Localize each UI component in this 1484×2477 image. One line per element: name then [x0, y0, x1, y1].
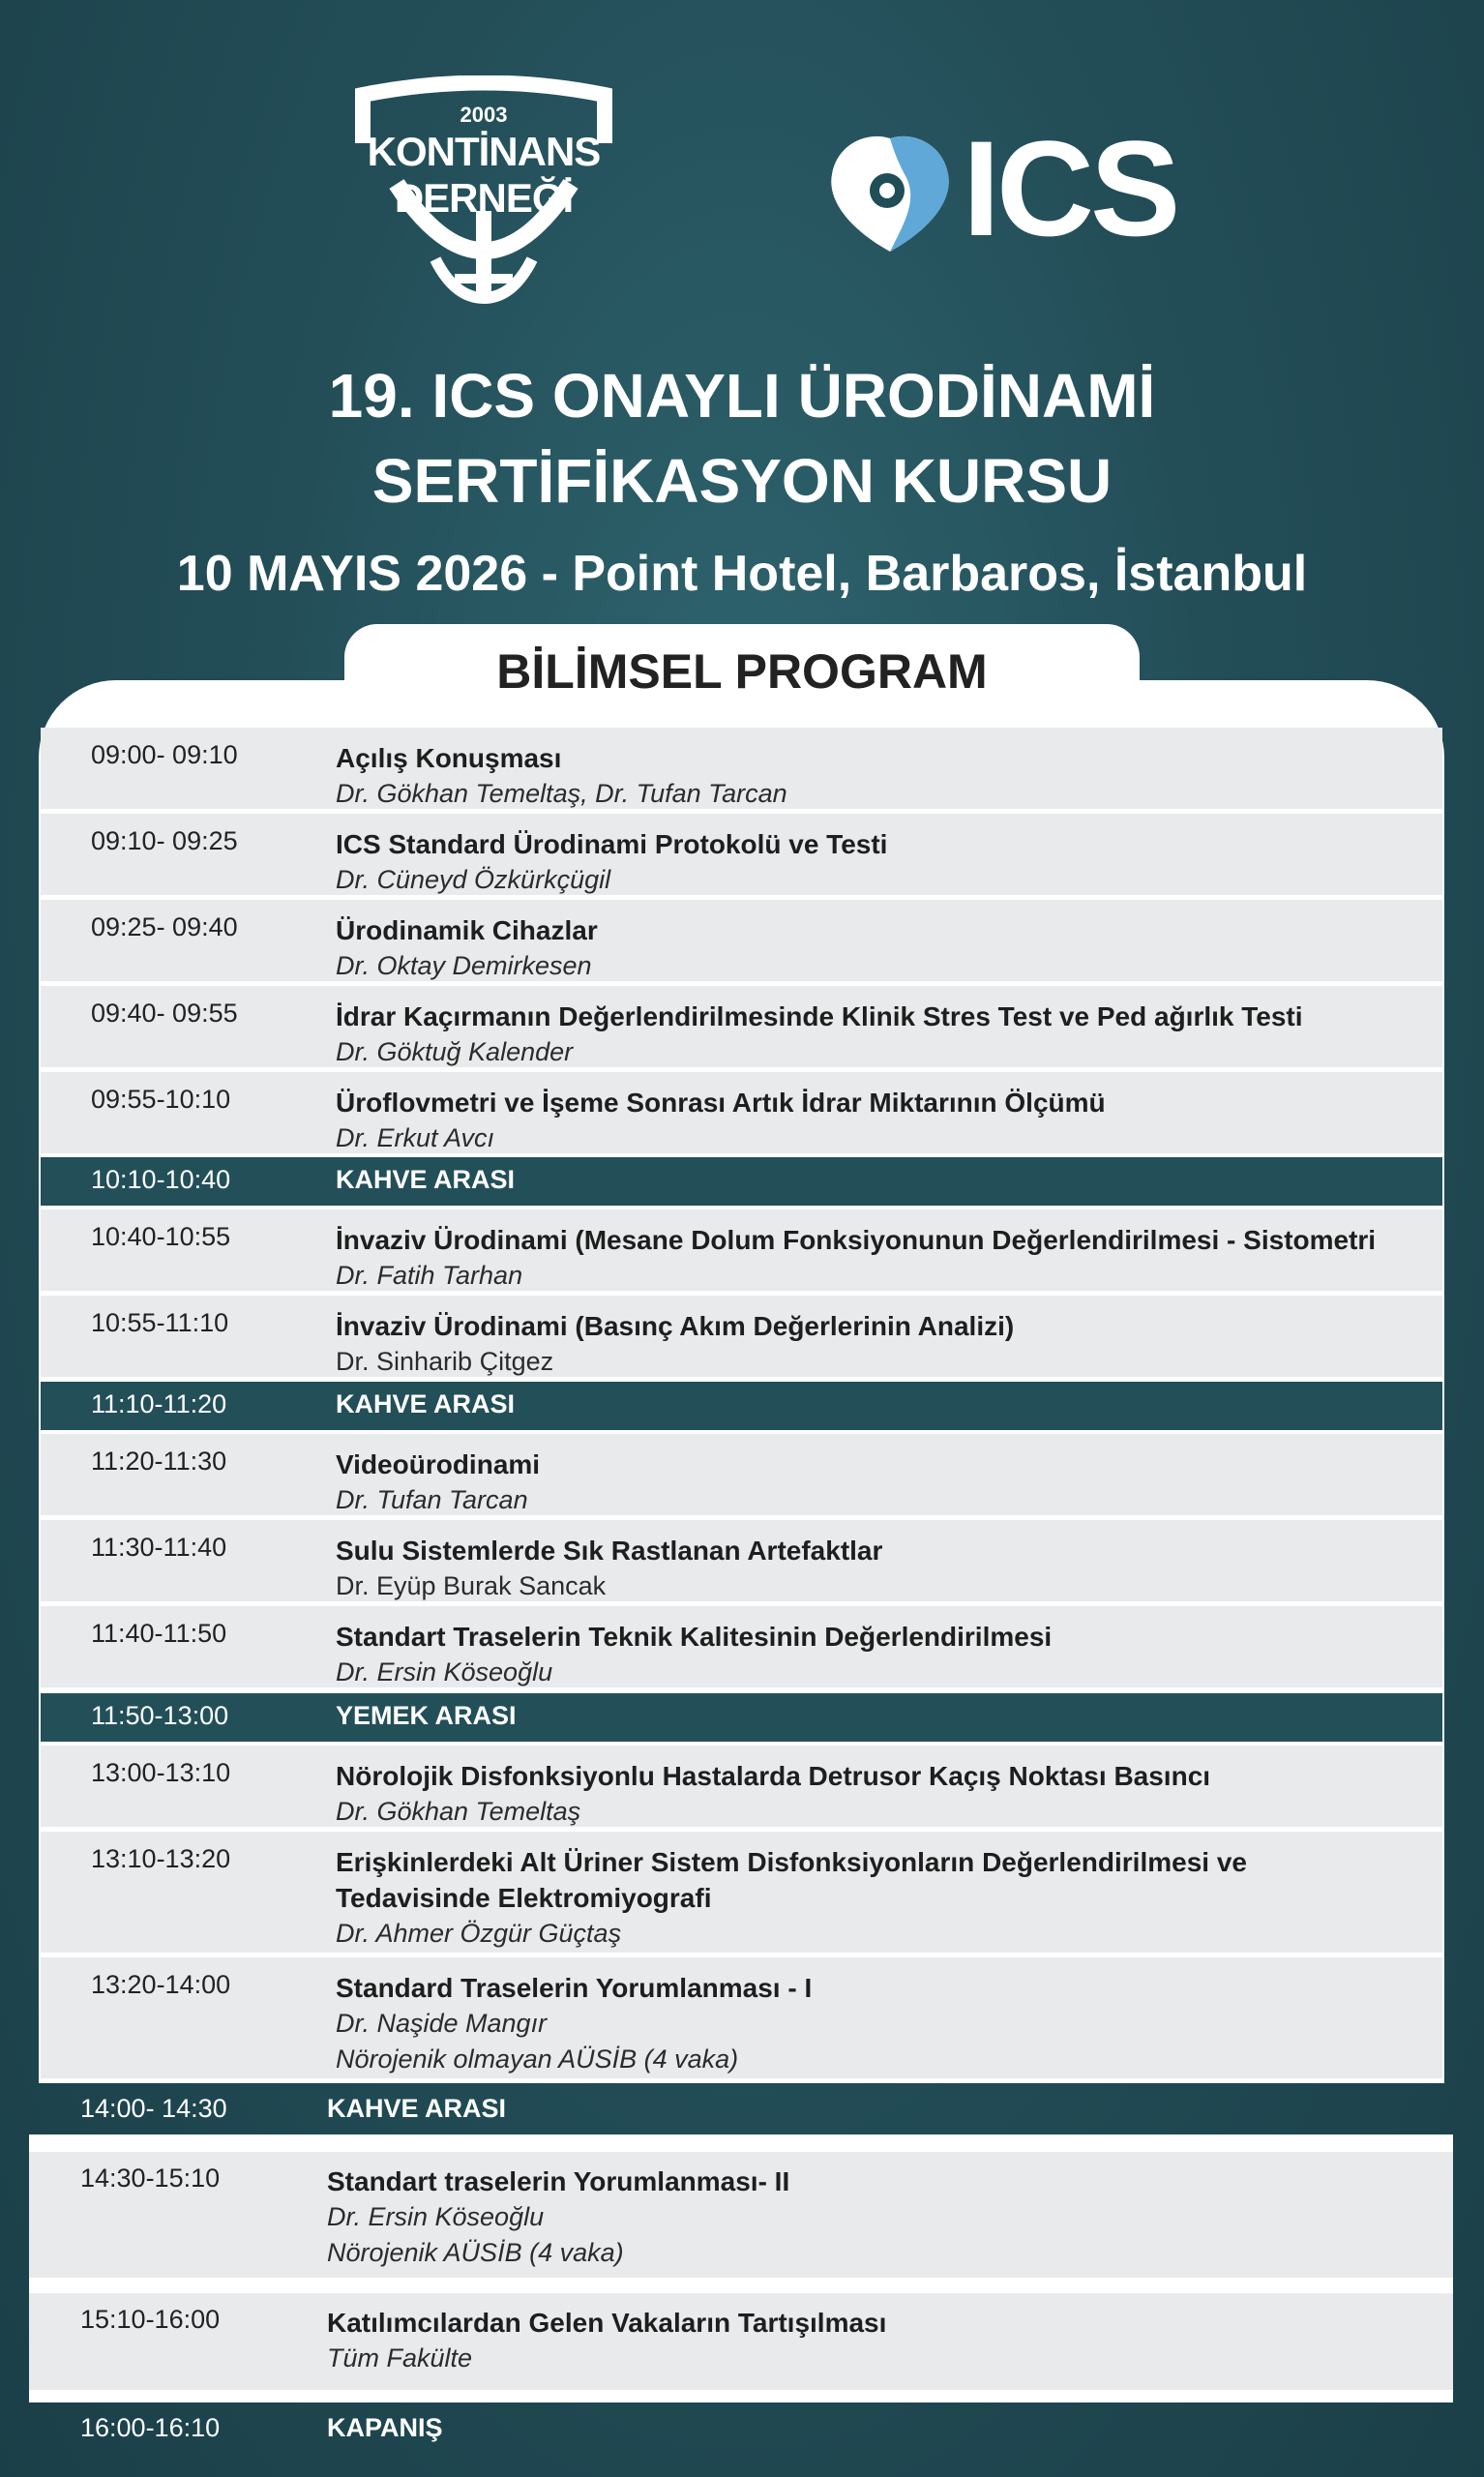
session-speaker: Dr. Gökhan Temeltaş	[336, 1797, 581, 1826]
session-time: 11:40-11:50	[91, 1619, 227, 1648]
session-title: Videoürodinami	[336, 1449, 541, 1479]
kontinans-dernegi-logo	[290, 75, 677, 308]
session-time: 10:40-10:55	[91, 1222, 231, 1251]
session-speaker: Dr. Oktay Demirkesen	[336, 951, 592, 980]
session-row	[41, 1296, 1442, 1377]
session-title: Standart traselerin Yorumlanması- II	[327, 2166, 790, 2196]
session-time: 13:00-13:10	[91, 1758, 231, 1787]
session-time: 14:30-15:10	[80, 2164, 221, 2193]
session-speaker: Dr. Eyüp Burak Sancak	[336, 1571, 607, 1600]
closing-label: KAPANIŞ	[327, 2413, 443, 2442]
closing-time: 16:00-16:10	[80, 2413, 221, 2442]
closing-row	[0, 2405, 1484, 2454]
session-speaker: Dr. Ersin Köseoğlu	[336, 1657, 553, 1686]
session-row	[41, 814, 1442, 895]
ics-emblem-icon	[827, 131, 953, 256]
ics-logo	[827, 112, 1195, 264]
session-note: Nörojenik AÜSİB (4 vaka)	[327, 2238, 624, 2267]
session-speaker: Dr. Fatih Tarhan	[336, 1261, 523, 1290]
break-row	[41, 1693, 1442, 1742]
session-title: Açılış Konuşması	[336, 743, 562, 773]
session-title: Standard Traselerin Yorumlanması - I	[336, 1973, 813, 2003]
session-row	[29, 2152, 1453, 2278]
session-speaker: Dr. Sinharib Çitgez	[336, 1347, 554, 1376]
session-time: 09:55-10:10	[91, 1085, 231, 1114]
session-time: 09:25- 09:40	[91, 912, 238, 941]
session-time: 13:20-14:00	[91, 1970, 231, 1999]
session-speaker: Dr. Naşide Mangır	[336, 2009, 548, 2038]
session-row	[41, 1957, 1442, 2078]
session-title: Ürodinamik Cihazlar	[336, 915, 598, 945]
session-title: Katılımcılardan Gelen Vakaların Tartışılması	[327, 2308, 887, 2338]
session-row	[41, 1072, 1442, 1153]
session-time: 11:20-11:30	[91, 1447, 227, 1476]
break-time: 14:00- 14:30	[80, 2094, 227, 2123]
session-title: ICS Standard Ürodinami Protokolü ve Testi	[336, 829, 888, 859]
session-time: 10:55-11:10	[91, 1308, 229, 1337]
session-title: Erişkinlerdeki Alt Üriner Sistem Disfonksiyonların Değerlendirilmesi ve	[336, 1847, 1247, 1877]
break-label: KAHVE ARASI	[336, 1389, 516, 1418]
break-label: KAHVE ARASI	[327, 2094, 507, 2123]
session-title: Standart Traselerin Teknik Kalitesinin Değerlendirilmesi	[336, 1622, 1053, 1652]
session-row	[41, 986, 1442, 1067]
session-title: İdrar Kaçırmanın Değerlendirilmesinde Klinik Stres Test ve Ped ağırlık Testi	[336, 1001, 1303, 1031]
session-speaker: Dr. Göktuğ Kalender	[336, 1037, 574, 1066]
session-time: 09:10- 09:25	[91, 826, 238, 855]
logo-year: 2003	[460, 103, 508, 127]
break-time: 11:10-11:20	[91, 1389, 227, 1418]
session-title: Üroflovmetri ve İşeme Sonrası Artık İdrar Miktarının Ölçümü	[336, 1088, 1106, 1118]
program-tab	[344, 624, 1140, 721]
session-row	[41, 728, 1442, 809]
break-time: 10:10-10:40	[91, 1165, 231, 1194]
break-row	[0, 2086, 1484, 2134]
session-speaker: Dr. Gökhan Temeltaş, Dr. Tufan Tarcan	[336, 779, 787, 808]
session-speaker: Dr. Tufan Tarcan	[336, 1485, 528, 1514]
break-time: 11:50-13:00	[91, 1701, 229, 1730]
session-time: 09:40- 09:55	[91, 999, 238, 1028]
session-time: 11:30-11:40	[91, 1533, 227, 1562]
session-speaker: Dr. Ahmer Özgür Güçtaş	[336, 1919, 622, 1948]
session-row	[41, 1520, 1442, 1601]
session-row	[41, 900, 1442, 981]
session-time: 15:10-16:00	[80, 2305, 221, 2334]
ics-wordmark: ICS	[963, 112, 1177, 264]
session-speaker: Dr. Ersin Köseoğlu	[327, 2202, 545, 2231]
session-title-cont: Tedavisinde Elektromiyografi	[336, 1883, 712, 1913]
session-speaker: Dr. Cüneyd Özkürkçügil	[336, 865, 611, 894]
break-row	[41, 1157, 1442, 1206]
session-note: Nörojenik olmayan AÜSİB (4 vaka)	[336, 2044, 739, 2074]
break-row	[41, 1382, 1442, 1430]
session-time: 09:00- 09:10	[91, 740, 238, 769]
session-row	[41, 1832, 1442, 1953]
session-time: 13:10-13:20	[91, 1844, 231, 1873]
session-row	[41, 1209, 1442, 1291]
course-title-line2: SERTİFİKASYON KURSU	[371, 446, 1113, 516]
session-speaker: Tüm Fakülte	[327, 2343, 473, 2373]
break-label: YEMEK ARASI	[336, 1701, 517, 1730]
session-row	[41, 1746, 1442, 1827]
session-title: Sulu Sistemlerde Sık Rastlanan Artefaktlar	[336, 1536, 883, 1566]
session-title: İnvaziv Ürodinami (Basınç Akım Değerlerinin Analizi)	[336, 1311, 1015, 1341]
session-title: Nörolojik Disfonksiyonlu Hastalarda Detrusor Kaçış Noktası Basıncı	[336, 1761, 1211, 1791]
session-row	[41, 1434, 1442, 1515]
course-title-line1: 19. ICS ONAYLI ÜRODİNAMİ	[328, 361, 1156, 431]
logo-name: KONTİNANS DERNEĞİ	[367, 129, 601, 221]
program-heading: BİLİMSEL PROGRAM	[496, 644, 988, 699]
course-date-venue: 10 MAYIS 2026 - Point Hotel, Barbaros, İstanbul	[176, 546, 1308, 602]
session-row	[29, 2293, 1453, 2390]
session-title: İnvaziv Ürodinami (Mesane Dolum Fonksiyonunun Değerlendirilmesi - Sistometri	[336, 1225, 1377, 1255]
session-speaker: Dr. Erkut Avcı	[336, 1123, 495, 1152]
session-row	[41, 1606, 1442, 1687]
break-label: KAHVE ARASI	[336, 1165, 516, 1194]
